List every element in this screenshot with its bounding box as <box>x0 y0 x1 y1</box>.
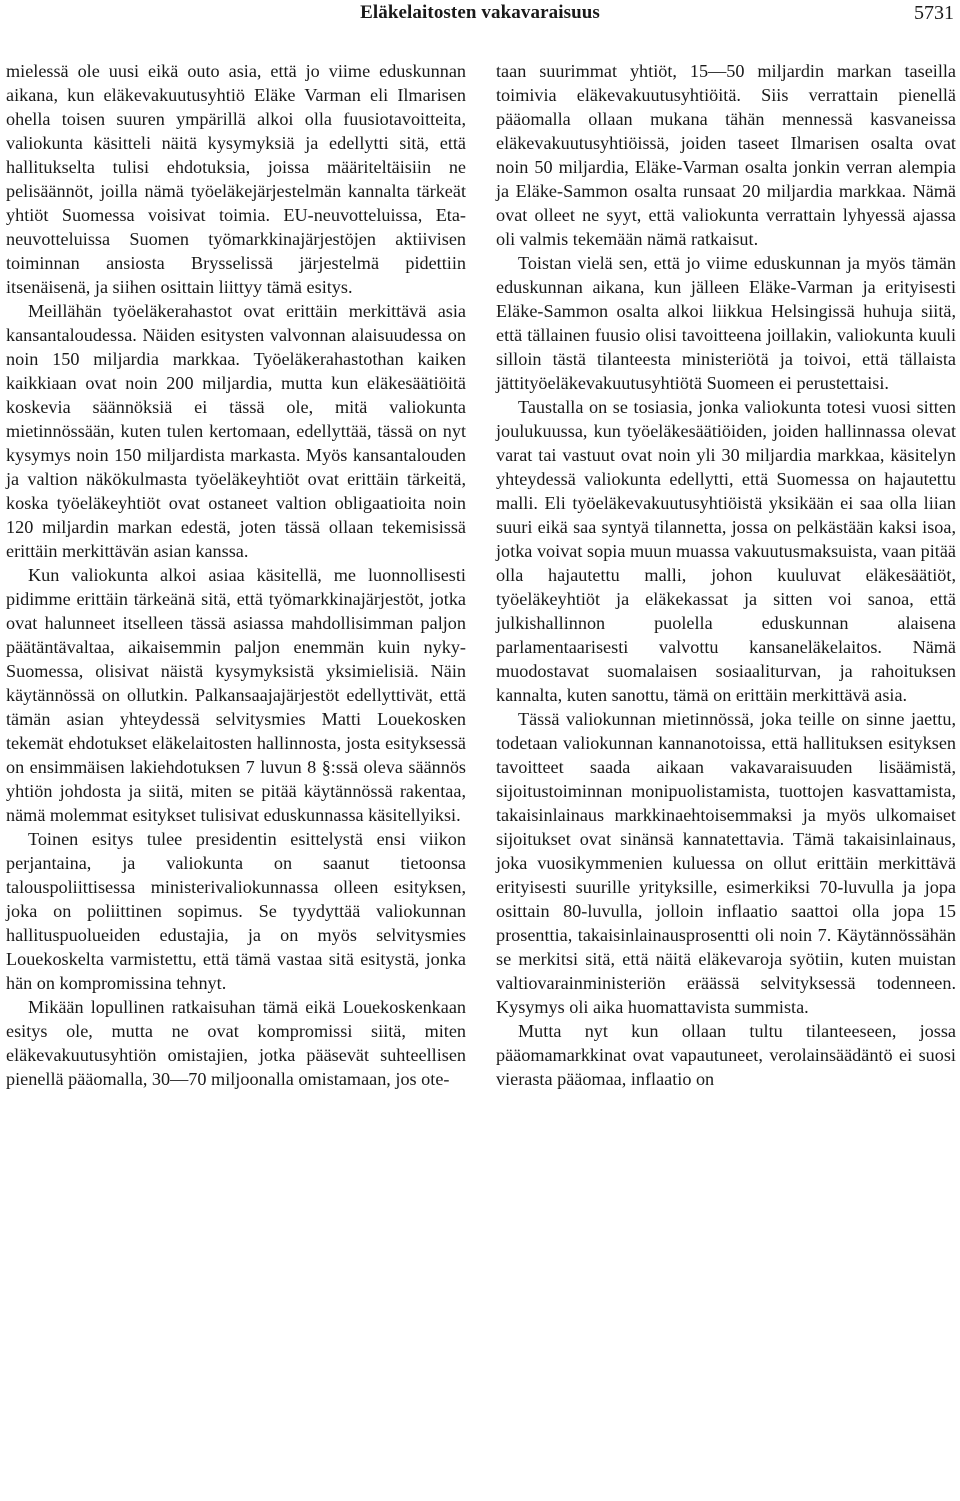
left-column <box>6 59 466 1091</box>
paragraph: Meillähän työeläkerahastot ovat erittäin merkittävä asia kansantaloudessa. Näiden esitysten valvonnan alaisuudessa on noin 150 miljardia markkaa. Työeläkerahastothan kaiken kaikkiaan ovat noin 200 miljardia, mutta kun eläkesäätiöitä koskevia säännöksiä ei tässä ole, mitä valiokunta mietinnössään, kuten tulen kertomaan, edellyttää, tässä on nyt kysymys noin 150 miljardista markasta. Myös kansantalouden ja valtion näkökulmasta työeläkeyhtiöt ovat erittäin tärkeitä, koska työeläkeyhtiöt ovat ostaneet valtion obligaatioita noin 120 miljardin markan edestä, joten tässä ollaan tekemisissä erittäin merkittävän asian kanssa. <box>6 301 466 561</box>
paragraph: Taustalla on se tosiasia, jonka valiokunta totesi vuosi sitten joulukuussa, kun työeläkesäätiöiden, joiden hallinnassa olevat varat tai vastuut ovat noin yli 30 miljardia markkaa, käsitelyn yhteydessä valiokunta edellytti, että Suomessa on hajautettu malli. Eli työeläkevakuutusyhtiöistä yksikään ei saa olla liian suuri eikä saa syntyä tilannetta, jossa on pelkästään kaksi isoa, jotka voivat sopia muun muassa vakuutusmaksuista, vaan pitää olla hajautettu malli, johon kuuluvat eläkesäätiöt, työeläkeyhtiöt ja eläkekassat ja sitten voi sanoa, että julkishallinnon puolella eduskunnan alaisena parlamentaarisesti valvottu kansaneläkelaitos. Nämä muodostavat suomalaisen sosiaaliturvan, ja rahoituksen kannalta, kuten sanottu, tämä on erittäin merkittävä asia. <box>496 397 956 705</box>
paragraph: Tässä valiokunnan mietinnössä, joka teille on sinne jaettu, todetaan valiokunnan kannanotoissa, että hallituksen esityksen tavoitteet saada aikaan vakavaraisuuden lisäämistä, sijoitustoiminnan monipuolistamista, tuottojen kasvattamista, takaisinlainaus markkinaehtoisemmaksi ja myös ulkomaiset sijoitukset ovat sinänsä kannatettavia. Tämä takaisinlainaus, joka vuosikymmenien kuluessa on ollut erittäin merkittävä erityisesti suurille yrityksille, esimerkiksi 70-luvulla ja jopa osittain 80-luvulla, jolloin inflaatio saattoi olla jopa 15 prosenttia, takaisinlainausprosentti oli noin 7. Käytännössähän se merkitsi sitä, että näitä eläkevaroja syötiin, kuten muistan valtiovarainministeriön eräässä selvityksessä todenneen. Kysymys oli aika huomattavista summista. <box>496 709 956 1017</box>
paragraph: Kun valiokunta alkoi asiaa käsitellä, me luonnollisesti pidimme erittäin tärkeänä sitä, että työmarkkinajärjestöt, jotka ovat halunneet itselleen tässä asiassa mahdollisimman paljon päätäntävaltaa, aikaisemmin paljon enemmän kuin nyky-Suomessa, olisivat näistä kysymyksistä yksimielisiä. Näin käytännössä on ollutkin. Palkansaajajärjestöt edellyttivät, että tämän asian yhteydessä selvitysmies Matti Louekosken tekemät ehdotukset eläkelaitosten hallinnosta, josta esityksessä on ensimmäisen lakiehdotuksen 7 luvun 8 §:ssä oleva säännös yhtiön johdosta ja siitä, miten se pitää käytännössä rakentaa, nämä molemmat esitykset tulisivat eduskunnassa käsitellyiksi. <box>6 565 466 825</box>
page-number: 5731 <box>914 2 954 24</box>
paragraph: Toistan vielä sen, että jo viime eduskunnan ja myös tämän eduskunnan aikana, kun jälleen Eläke-Varman ja erityisesti Eläke-Sammon osalta alkoi liikkua Helsingissä huhuja siitä, että tällainen fuusio olisi tavoitteena joillakin, valiokunta kuuli silloin tästä tilanteesta ministeriötä ja toivoi, että tällaista jättityöeläkevakuutusyhtiötä Suomeen ei perustettaisi. <box>496 253 956 393</box>
right-column <box>496 59 956 1091</box>
paragraph: mielessä ole uusi eikä outo asia, että jo viime eduskunnan aikana, kun eläkevakuutusyhtiö Eläke Varman eli Ilmarisen ohella toisen suuren ympärillä alkoi olla fuusiotavoitteita, valiokunta käsitteli näitä kysymyksiä ja edellytti sitä, että hallitukselta tulisi ehdotuksia, joissa määriteltäisiin ne pelisäännöt, joilla nämä työeläkejärjestelmän kannalta tärkeät yhtiöt Suomessa voisivat toimia. EU-neuvotteluissa, Eta-neuvotteluissa Suomen työmarkkinajärjestöjen aktiivisen toiminnan ansiosta Brysselissä järjestelmä pidettiin itsenäisenä, ja siihen osittain liittyy tämä esitys. <box>6 61 466 297</box>
running-head: Eläkelaitosten vakavaraisuus <box>360 2 600 23</box>
paragraph: Mikään lopullinen ratkaisuhan tämä eikä Louekoskenkaan esitys ole, mutta ne ovat kompromissi siitä, miten eläkevakuutusyhtiön omistajien, jotka pääsevät suhteellisen pienellä pääomalla, 30—70 miljoonalla omistamaan, jos ote- <box>6 997 466 1089</box>
paragraph: Mutta nyt kun ollaan tultu tilanteeseen, jossa pääomamarkkinat ovat vapautuneet, verolainsäädäntö ei suosi vierasta pääomaa, inflaatio on <box>496 1021 956 1089</box>
page-header <box>0 0 960 30</box>
paragraph: taan suurimmat yhtiöt, 15—50 miljardin markan taseilla toimivia eläkevakuutusyhtiöitä. Siis verrattain pienellä pääomalla ollaan mukana tähän mennessä kasvaneissa eläkevakuutusyhtiöissä, joiden taseet Ilmarisen osalta ovat noin 50 miljardia, Eläke-Varman osalta jonkin verran alempia ja Eläke-Sammon osalta runsaat 20 miljardia markkaa. Nämä ovat olleet ne syyt, että valiokunta verrattain lyhyessä ajassa oli valmis tekemään nämä ratkaisut. <box>496 61 956 249</box>
paragraph: Toinen esitys tulee presidentin esittelystä ensi viikon perjantaina, ja valiokunta on saanut tietoonsa talouspoliittisessa ministerivaliokunnassa olleen esityksen, joka on poliittinen sopimus. Se tyydyttää valiokunnan hallituspuolueiden edustajia, ja on myös selvitysmies Louekoskelta varmistettu, että tämä vastaa sitä esitystä, jonka hän on kompromissina tehnyt. <box>6 829 466 993</box>
